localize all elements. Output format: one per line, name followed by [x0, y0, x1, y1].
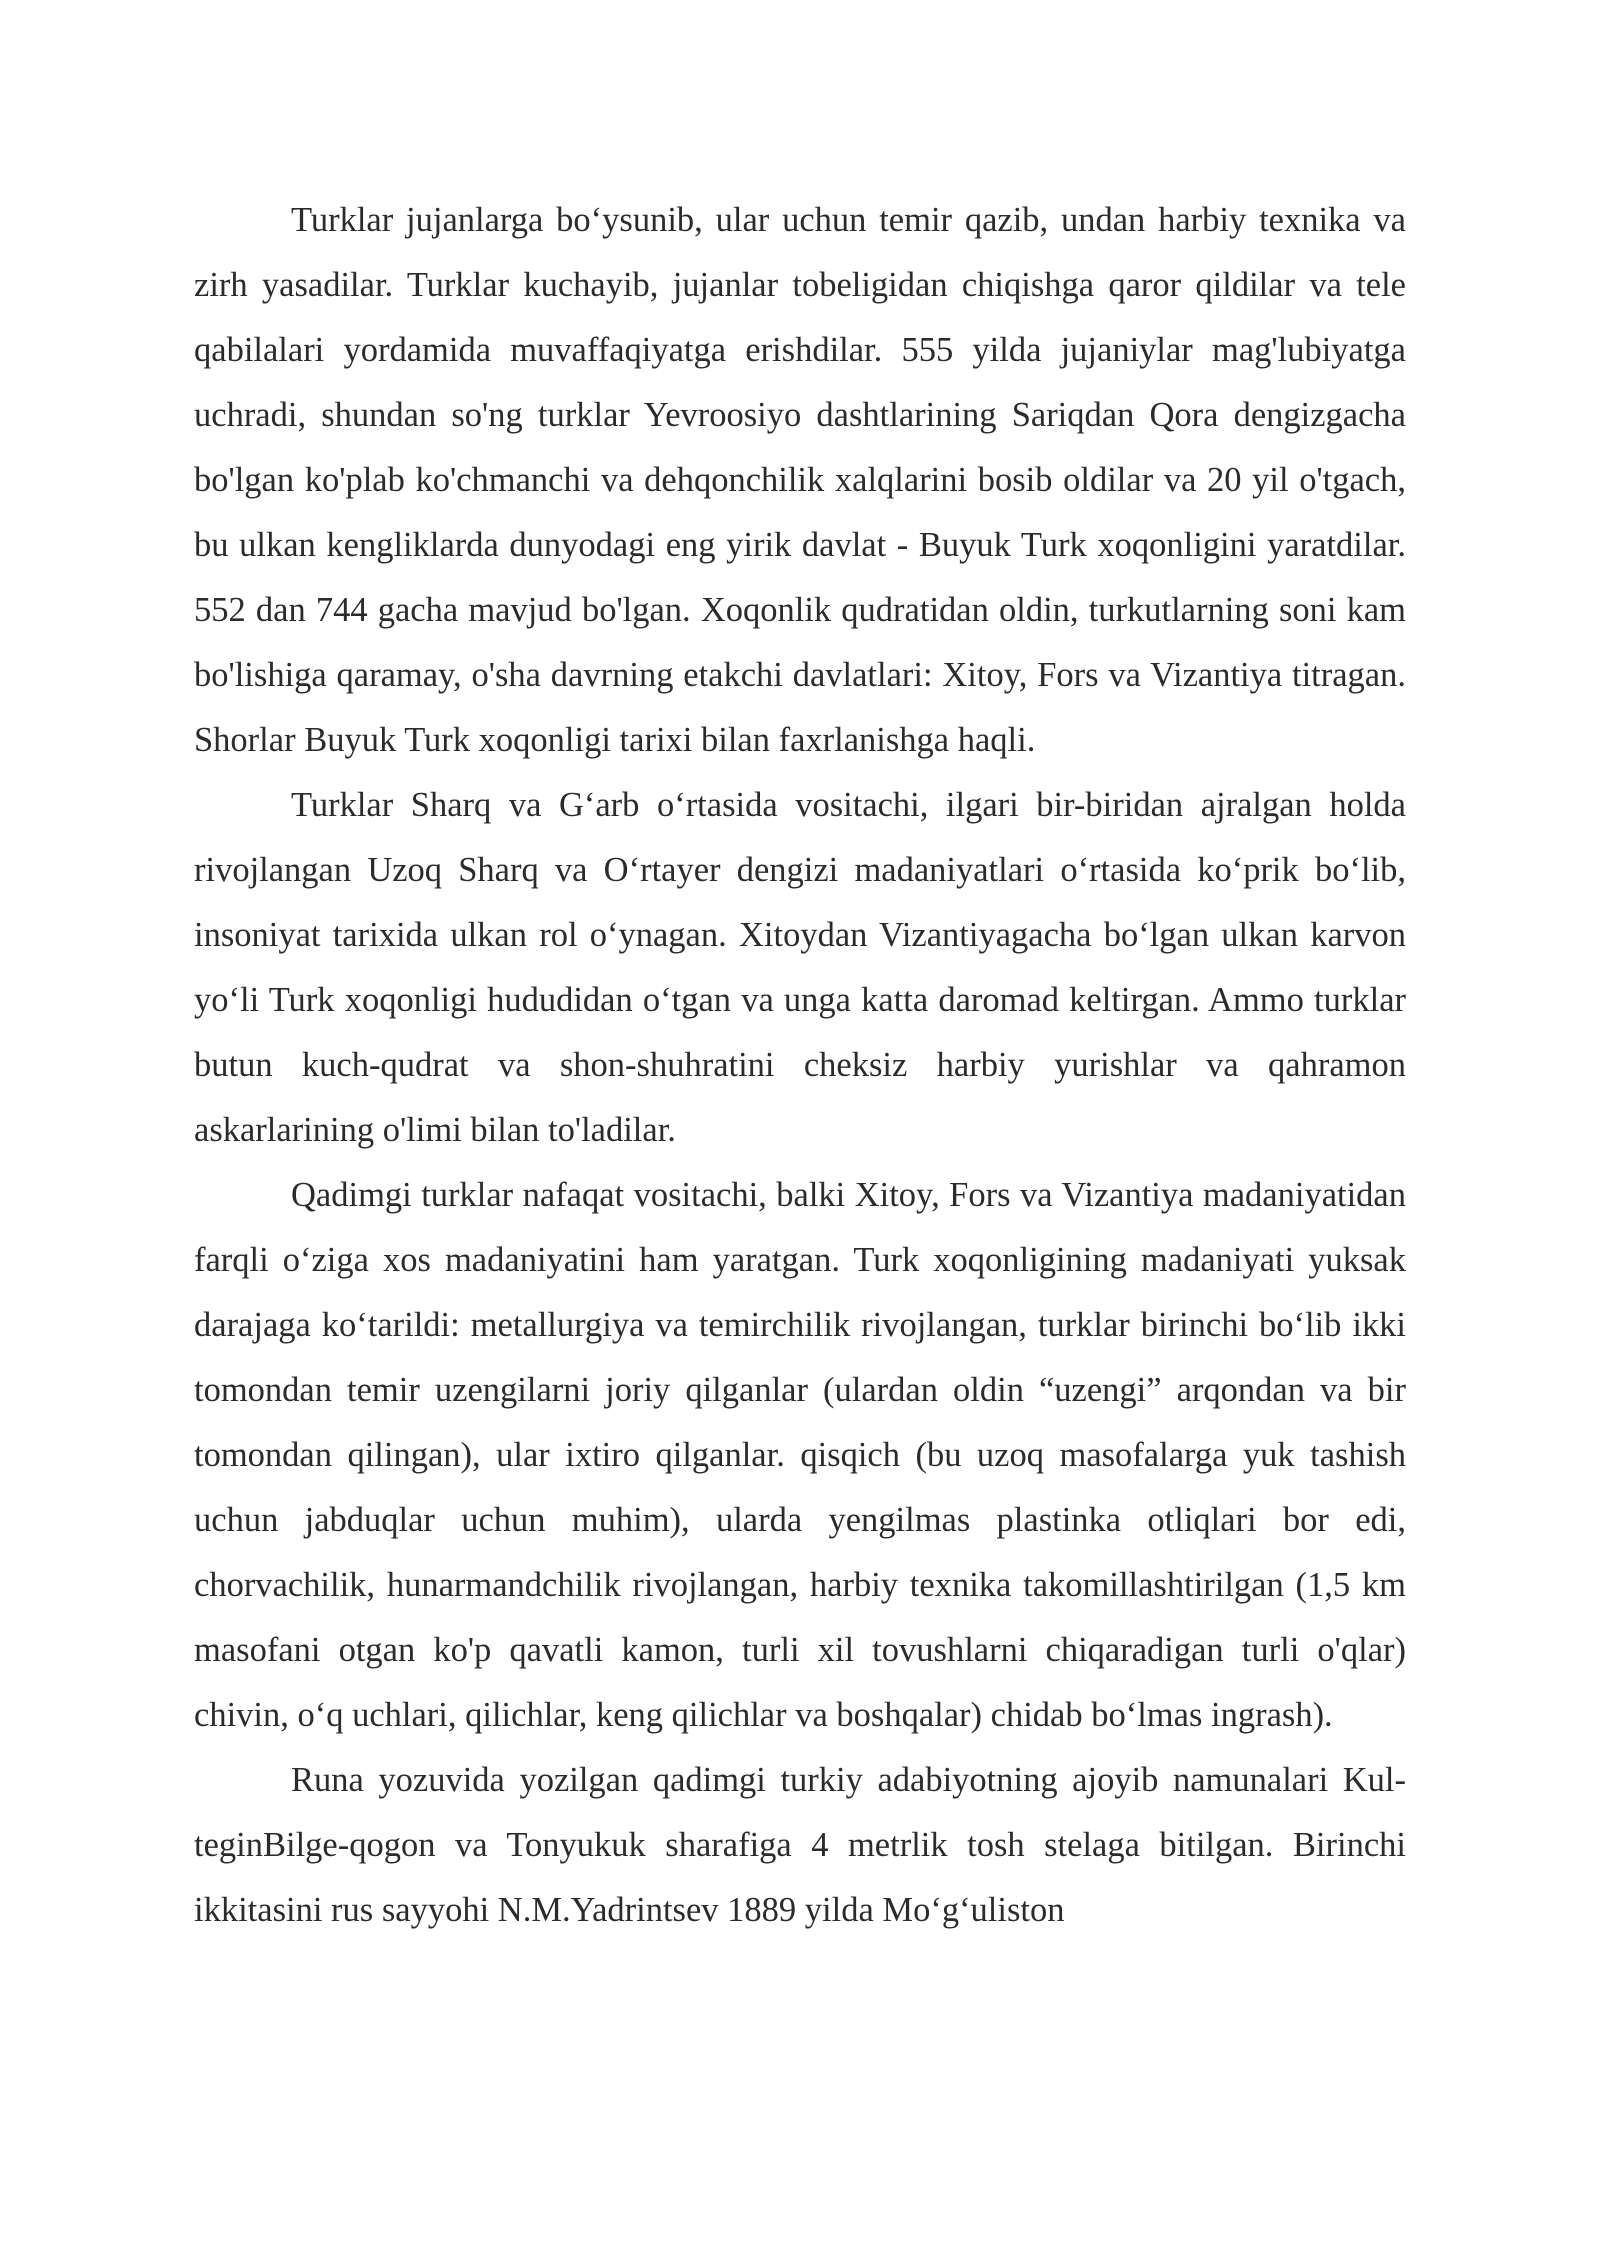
paragraph-2: Turklar Sharq va G‘arb o‘rtasida vositachi, ilgari bir-biridan ajralgan holda rivojlangan Uzoq Sharq va O‘rtayer dengizi madaniyatlari o‘rtasida ko‘prik bo‘lib, insoniyat tarixida ulkan rol o‘ynagan. Xitoydan Vizantiyagacha bo‘lgan ulkan karvon yo‘li Turk xoqonligi hududidan o‘tgan va unga katta daromad keltirgan. Ammo turklar butun kuch-qudrat va shon-shuhratini cheksiz harbiy yurishlar va qahramon askarlarining o'limi bilan to'ladilar.: [194, 786, 1406, 1149]
paragraph-1: Turklar jujanlarga bo‘ysunib, ular uchun temir qazib, undan harbiy texnika va zirh yasadilar. Turklar kuchayib, jujanlar tobeligidan chiqishga qaror qildilar va tele qabilalari yordamida muvaffaqiyatga erishdilar. 555 yilda jujaniylar mag'lubiyatga uchradi, shundan so'ng turklar Yevroosiyo dashtlarining Sariqdan Qora dengizgacha bo'lgan ko'plab ko'chmanchi va dehqonchilik xalqlarini bosib oldilar va 20 yil o'tgach, bu ulkan kengliklarda dunyodagi eng yirik davlat - Buyuk Turk xoqonligini yaratdilar. 552 dan 744 gacha mavjud bo'lgan. Xoqonlik qudratidan oldin, turkutlarning soni kam bo'lishiga qaramay, o'sha davrning etakchi davlatlari: Xitoy, Fors va Vizantiya titragan. Shorlar Buyuk Turk xoqonligi tarixi bilan faxrlanishga haqli.: [194, 201, 1406, 759]
document-body: [194, 188, 1406, 1943]
paragraph-3: Qadimgi turklar nafaqat vositachi, balki Xitoy, Fors va Vizantiya madaniyatidan farqli o‘ziga xos madaniyatini ham yaratgan. Turk xoqonligining madaniyati yuksak darajaga ko‘tarildi: metallurgiya va temirchilik rivojlangan, turklar birinchi bo‘lib ikki tomondan temir uzengilarni joriy qilganlar (ulardan oldin “uzengi” arqondan va bir tomondan qilingan), ular ixtiro qilganlar. qisqich (bu uzoq masofalarga yuk tashish uchun jabduqlar uchun muhim), ularda yengilmas plastinka otliqlari bor edi, chorvachilik, hunarmandchilik rivojlangan, harbiy texnika takomillashtirilgan (1,5 km masofani otgan ko'p qavatli kamon, turli xil tovushlarni chiqaradigan turli o'qlar) chivin, o‘q uchlari, qilichlar, keng qilichlar va boshqalar) chidab bo‘lmas ingrash).: [194, 1176, 1406, 1734]
paragraph-4: Runa yozuvida yozilgan qadimgi turkiy adabiyotning ajoyib namunalari Kul-teginBilge-qogon va Tonyukuk sharafiga 4 metrlik tosh stelaga bitilgan. Birinchi ikkitasini rus sayyohi N.M.Yadrintsev 1889 yilda Mo‘g‘uliston: [194, 1761, 1406, 1929]
